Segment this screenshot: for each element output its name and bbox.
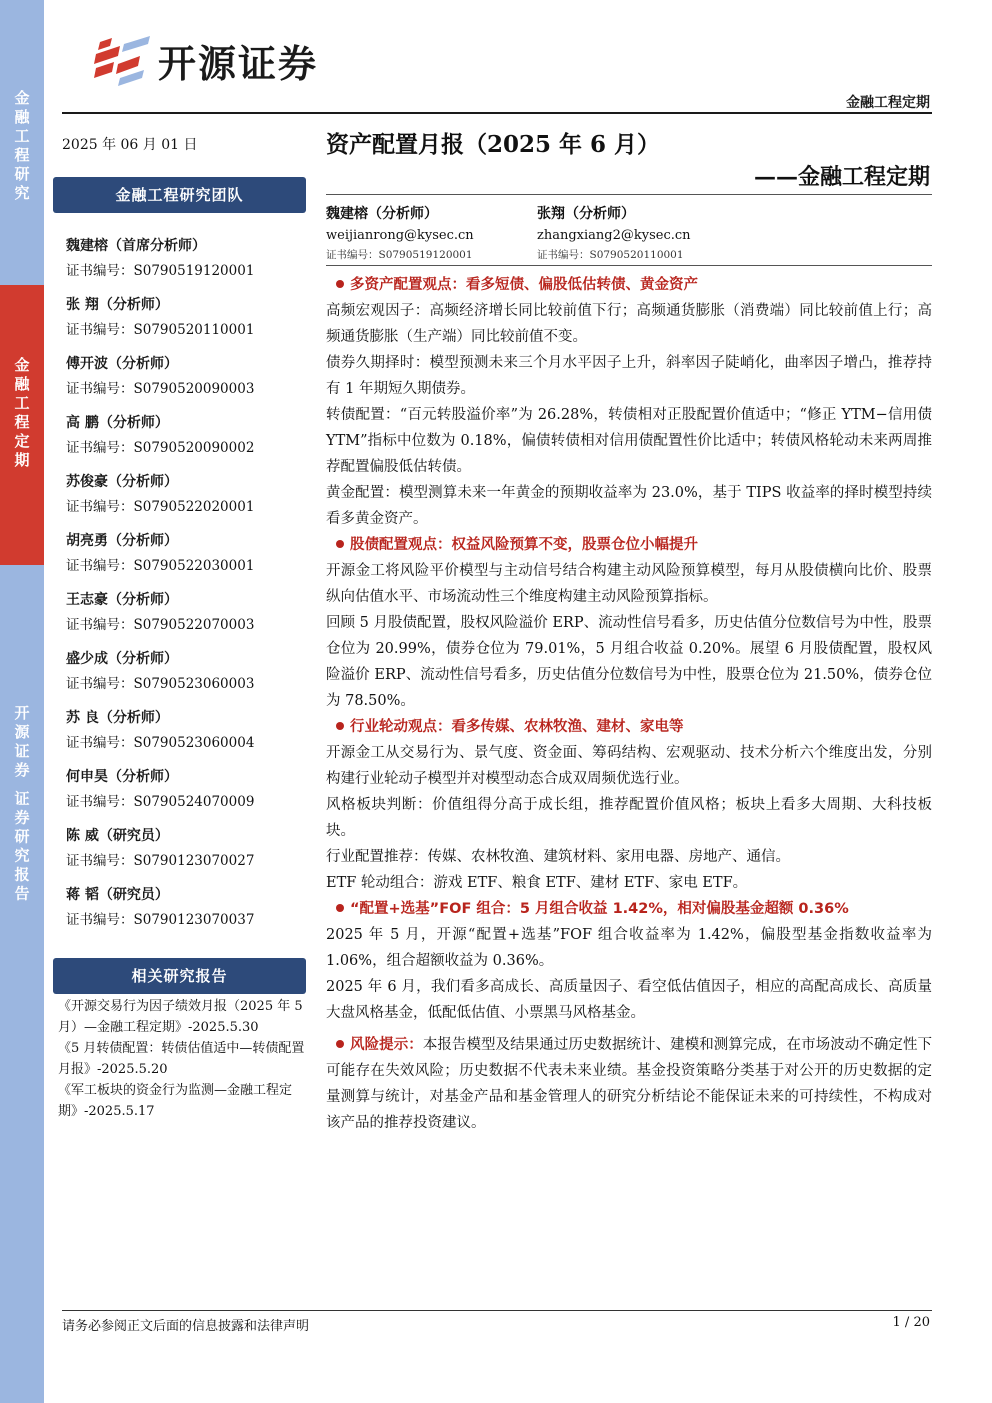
member-name: 魏建榕（首席分析师） <box>66 238 206 254</box>
author-name: 张翔（分析师） <box>537 206 635 222</box>
member-cert: 证书编号：S0790520090002 <box>66 440 255 456</box>
member-name: 陈 威（研究员） <box>66 828 169 844</box>
author-card <box>537 203 691 265</box>
company-logo <box>90 30 380 90</box>
member-cert: 证书编号：S0790523060004 <box>66 735 255 751</box>
team-member <box>66 824 306 883</box>
body-paragraph: 2025 年 5 月，开源“配置+选基”FOF 组合收益率为 1.42%，偏股型基金指数收益率为 1.06%，组合超额收益为 0.36%。 <box>326 927 932 969</box>
member-name: 张 翔（分析师） <box>66 297 169 313</box>
member-name: 苏俊豪（分析师） <box>66 474 178 490</box>
strip-segment-research <box>0 0 44 285</box>
body-paragraph: 回顾 5 月股债配置，股权风险溢价 ERP、流动性信号看多，历史估值分位数信号为中性，股票仓位为 20.99%，债券仓位为 79.01%，5 月组合收益 0.20%。展望 6 月股债配置，股权风险溢价 ERP、流动性信号看多，历史估值分位数信号为中性，股票仓位为 21.50%，债券仓位为 78.50%。 <box>326 615 932 709</box>
side-strip <box>0 0 44 1403</box>
body-paragraph: 高频宏观因子：高频经济增长同比较前值下行；高频通货膨胀（消费端）同比较前值上行；高频通货膨胀（生产端）同比较前值不变。 <box>326 303 932 345</box>
section-heading <box>326 714 932 740</box>
author-divider <box>326 265 932 266</box>
author-cert: 证书编号：S0790520110001 <box>537 249 684 261</box>
related-reports-list <box>58 996 312 1122</box>
body-paragraph: 行业配置推荐：传媒、农林牧渔、建筑材料、家用电器、房地产、通信。 <box>326 849 790 865</box>
logo-text: 开源证券 <box>158 41 319 86</box>
member-cert: 证书编号：S0790123070027 <box>66 853 255 869</box>
team-member <box>66 352 306 411</box>
related-report-link[interactable]: 《5 月转债配置：转债估值适中—转债配置月报》-2025.5.20 <box>58 1041 305 1077</box>
team-member <box>66 706 306 765</box>
report-body <box>326 272 932 1136</box>
strip-label: 开源证券 证券研究报告 <box>12 705 31 905</box>
author-email[interactable]: zhangxiang2@kysec.cn <box>537 228 691 243</box>
section-title-text: 多资产配置观点：看多短债、偏股低估转债、黄金资产 <box>350 277 698 293</box>
member-name: 傅开波（分析师） <box>66 356 178 372</box>
logo-mark-icon <box>90 30 154 90</box>
bullet-icon <box>336 540 344 548</box>
series-label: 金融工程定期 <box>846 95 930 111</box>
related-report-link[interactable]: 《开源交易行为因子绩效月报（2025 年 5 月）—金融工程定期》-2025.5.30 <box>58 999 303 1035</box>
member-name: 苏 良（分析师） <box>66 710 169 726</box>
member-name: 蒋 韬（研究员） <box>66 887 169 903</box>
team-member <box>66 411 306 470</box>
risk-warning <box>326 1032 932 1136</box>
section-heading <box>326 896 932 922</box>
member-cert: 证书编号：S0790519120001 <box>66 263 255 279</box>
team-member <box>66 588 306 647</box>
bullet-icon <box>336 280 344 288</box>
header-divider <box>62 112 932 114</box>
section-title-text: “配置+选基”FOF 组合：5 月组合收益 1.42%，相对偏股基金超额 0.36% <box>350 901 849 917</box>
team-member <box>66 293 306 352</box>
team-member <box>66 647 306 706</box>
footer-disclaimer: 请务必参阅正文后面的信息披露和法律声明 <box>62 1319 310 1334</box>
member-name: 何申昊（分析师） <box>66 769 178 785</box>
member-cert: 证书编号：S0790523060003 <box>66 676 255 692</box>
body-paragraph: 黄金配置：模型测算未来一年黄金的预期收益率为 23.0%，基于 TIPS 收益率的择时模型持续看多黄金资产。 <box>326 485 932 527</box>
author-card <box>326 203 474 265</box>
member-cert: 证书编号：S0790520110001 <box>66 322 255 338</box>
member-cert: 证书编号：S0790522030001 <box>66 558 255 574</box>
team-member <box>66 883 306 942</box>
team-heading: 金融工程研究团队 <box>53 177 306 213</box>
body-paragraph: 开源金工将风险平价模型与主动信号结合构建主动风险预算模型，每月从股债横向比价、股票纵向估值水平、市场流动性三个维度构建主动风险预算指标。 <box>326 563 932 605</box>
related-reports-heading: 相关研究报告 <box>53 958 306 994</box>
risk-label: 风险提示： <box>350 1037 423 1053</box>
team-list <box>66 234 306 942</box>
strip-segment-brand <box>0 565 44 1403</box>
strip-segment-periodic <box>0 285 44 565</box>
title-divider <box>326 194 932 195</box>
body-paragraph: ETF 轮动组合：游戏 ETF、粮食 ETF、建材 ETF、家电 ETF。 <box>326 875 748 891</box>
risk-text: 本报告模型及结果通过历史数据统计、建模和测算完成，在市场波动不确定性下可能存在失效风险；历史数据不代表未来业绩。基金投资策略分类基于对公开的历史数据的定量测算与统计，对基金产品和基金管理人的研究分析结论不能保证未来的可持续性，不构成对该产品的推荐投资建议。 <box>326 1037 933 1131</box>
report-title: 资产配置月报（2025 年 6 月） <box>326 131 661 158</box>
body-paragraph: 转债配置：“百元转股溢价率”为 26.28%，转债相对正股配置价值适中；“修正 YTM−信用债 YTM”指标中位数为 0.18%，偏债转债相对信用债配置性价比适中；转债风格轮动未来两周推荐配置偏股低估转债。 <box>326 407 932 475</box>
author-email[interactable]: weijianrong@kysec.cn <box>326 228 474 243</box>
team-member <box>66 529 306 588</box>
member-cert: 证书编号：S0790520090003 <box>66 381 255 397</box>
report-subtitle: ——金融工程定期 <box>753 164 930 190</box>
member-name: 胡亮勇（分析师） <box>66 533 178 549</box>
team-member <box>66 234 306 293</box>
related-report-link[interactable]: 《军工板块的资金行为监测—金融工程定期》-2025.5.17 <box>58 1083 293 1119</box>
bullet-icon <box>336 904 344 912</box>
footer-divider <box>62 1310 932 1311</box>
team-member <box>66 765 306 824</box>
strip-label: 金融工程定期 <box>12 357 31 471</box>
section-title-text: 行业轮动观点：看多传媒、农林牧渔、建材、家电等 <box>350 719 684 735</box>
body-paragraph: 债券久期择时：模型预测未来三个月水平因子上升，斜率因子陡峭化，曲率因子增凸，推荐持有 1 年期短久期债券。 <box>326 355 932 397</box>
member-name: 王志豪（分析师） <box>66 592 178 608</box>
bullet-icon <box>336 1040 344 1048</box>
section-heading <box>326 532 932 558</box>
member-cert: 证书编号：S0790522020001 <box>66 499 255 515</box>
member-name: 高 鹏（分析师） <box>66 415 169 431</box>
member-name: 盛少成（分析师） <box>66 651 178 667</box>
body-paragraph: 风格板块判断：价值组得分高于成长组，推荐配置价值风格；板块上看多大周期、大科技板块。 <box>326 797 932 839</box>
body-paragraph: 2025 年 6 月，我们看多高成长、高质量因子、看空低估值因子，相应的高配高成长、高质量大盘风格基金，低配低估值、小票黑马风格基金。 <box>326 979 932 1021</box>
bullet-icon <box>336 722 344 730</box>
team-member <box>66 470 306 529</box>
section-title-text: 股债配置观点：权益风险预算不变，股票仓位小幅提升 <box>350 537 698 553</box>
member-cert: 证书编号：S0790524070009 <box>66 794 255 810</box>
member-cert: 证书编号：S0790522070003 <box>66 617 255 633</box>
page-number: 1 / 20 <box>892 1315 930 1330</box>
body-paragraph: 开源金工从交易行为、景气度、资金面、筹码结构、宏观驱动、技术分析六个维度出发，分别构建行业轮动子模型并对模型动态合成双周频优选行业。 <box>326 745 932 787</box>
author-name: 魏建榕（分析师） <box>326 206 438 222</box>
section-heading <box>326 272 932 298</box>
author-cert: 证书编号：S0790519120001 <box>326 249 473 261</box>
member-cert: 证书编号：S0790123070037 <box>66 912 255 928</box>
strip-label: 金融工程研究 <box>12 90 31 204</box>
report-date: 2025 年 06 月 01 日 <box>62 137 198 153</box>
